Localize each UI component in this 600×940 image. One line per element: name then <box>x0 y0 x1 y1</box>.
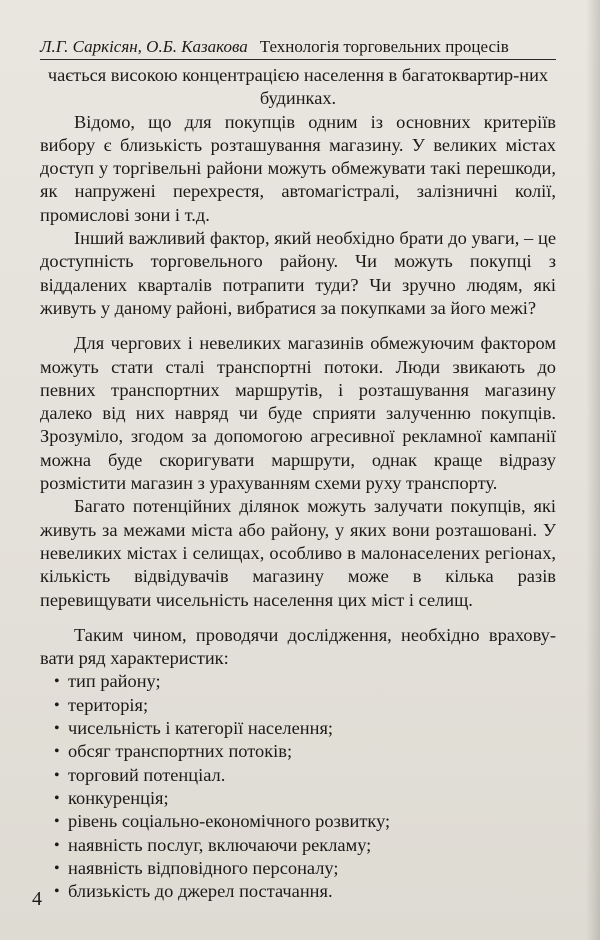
header-book-title: Технологія торговельних процесів <box>259 37 509 56</box>
list-item-text: рівень соціально-економічного розвитку; <box>68 811 391 832</box>
paragraph-potential-sites: Багато потенційних ділянок можуть залучати покупців, які живуть за межами міста або району, у яких вони розташовані. У невеликих містах і селищах, особливо в малонаселених регіонах, кількість відвідувачів магазину може в кілька разів перевищувати чисельність населення цих міст і селищ. <box>40 496 556 610</box>
list-item <box>54 694 556 717</box>
bullet-icon: • <box>54 836 60 854</box>
page-content <box>40 64 556 903</box>
bullet-icon: • <box>54 766 60 784</box>
list-item-text: наявність відповідного персоналу; <box>68 857 339 878</box>
bullet-icon: • <box>54 743 60 761</box>
list-item <box>54 857 556 880</box>
bullet-icon: • <box>54 883 60 901</box>
list-item-text: чисельність і категорії населення; <box>68 718 334 739</box>
paragraph-characteristics-intro: Таким чином, проводячи дослідження, необхідно врахову-вати ряд характеристик: <box>40 624 556 669</box>
list-item <box>54 834 556 857</box>
list-item-text: територія; <box>68 694 149 715</box>
list-item-text: торговий потенціал. <box>68 764 226 785</box>
bullet-icon: • <box>54 696 60 714</box>
list-item <box>54 880 556 903</box>
bullet-icon: • <box>54 720 60 738</box>
list-item <box>54 670 556 693</box>
characteristics-list <box>40 670 556 903</box>
list-item-text: наявність послуг, включаючи рекламу; <box>68 834 372 855</box>
list-item <box>54 764 556 787</box>
list-item <box>54 740 556 763</box>
paragraph-accessibility: Інший важливий фактор, який необхідно брати до уваги, – це доступність торговельного району. Чи можуть покупці з віддалених кварталів потрапити туди? Чи зручно людям, які живуть у даному районі, вибратися за покупками за його межі? <box>40 228 556 318</box>
paragraph-proximity: Відомо, що для покупців одним із основних критеріїв вибору є близькість розташування магазину. У великих містах доступ у торгівельні райони можуть обмежувати такі перешкоди, як напружені перехрестя, автомагістралі, залізничні колії, промислові зони і т.д. <box>40 111 556 225</box>
bullet-icon: • <box>54 789 60 807</box>
bullet-icon: • <box>54 673 60 691</box>
list-item <box>54 810 556 833</box>
bullet-icon: • <box>54 859 60 877</box>
paragraph-continuation: чається високою концентрацією населення в багатоквартир-них будинках. <box>47 65 549 109</box>
list-item <box>54 787 556 810</box>
page-number: 4 <box>32 888 42 910</box>
list-item <box>54 717 556 740</box>
list-item-text: тип району; <box>68 671 161 692</box>
header-authors: Л.Г. Саркісян, О.Б. Казакова <box>40 37 248 56</box>
list-item-text: близькість до джерел постачання. <box>68 881 333 902</box>
list-item-text: конкуренція; <box>68 787 169 808</box>
paragraph-traffic-flows: Для чергових і невеликих магазинів обмежуючим фактором можуть стати сталі транспортні потоки. Люди звикають до певних транспортних маршрутів, і розташування магазину далеко від них навряд чи буде сприяти залученню покупців. Зрозуміло, згодом за допомогою агресивної рекламної кампанії можна буде скоригувати маршрути, однак краще відразу розмістити магазин з урахуванням схеми руху транспорту. <box>40 333 556 494</box>
list-item-text: обсяг транспортних потоків; <box>68 741 293 762</box>
running-header <box>40 34 556 60</box>
bullet-icon: • <box>54 813 60 831</box>
